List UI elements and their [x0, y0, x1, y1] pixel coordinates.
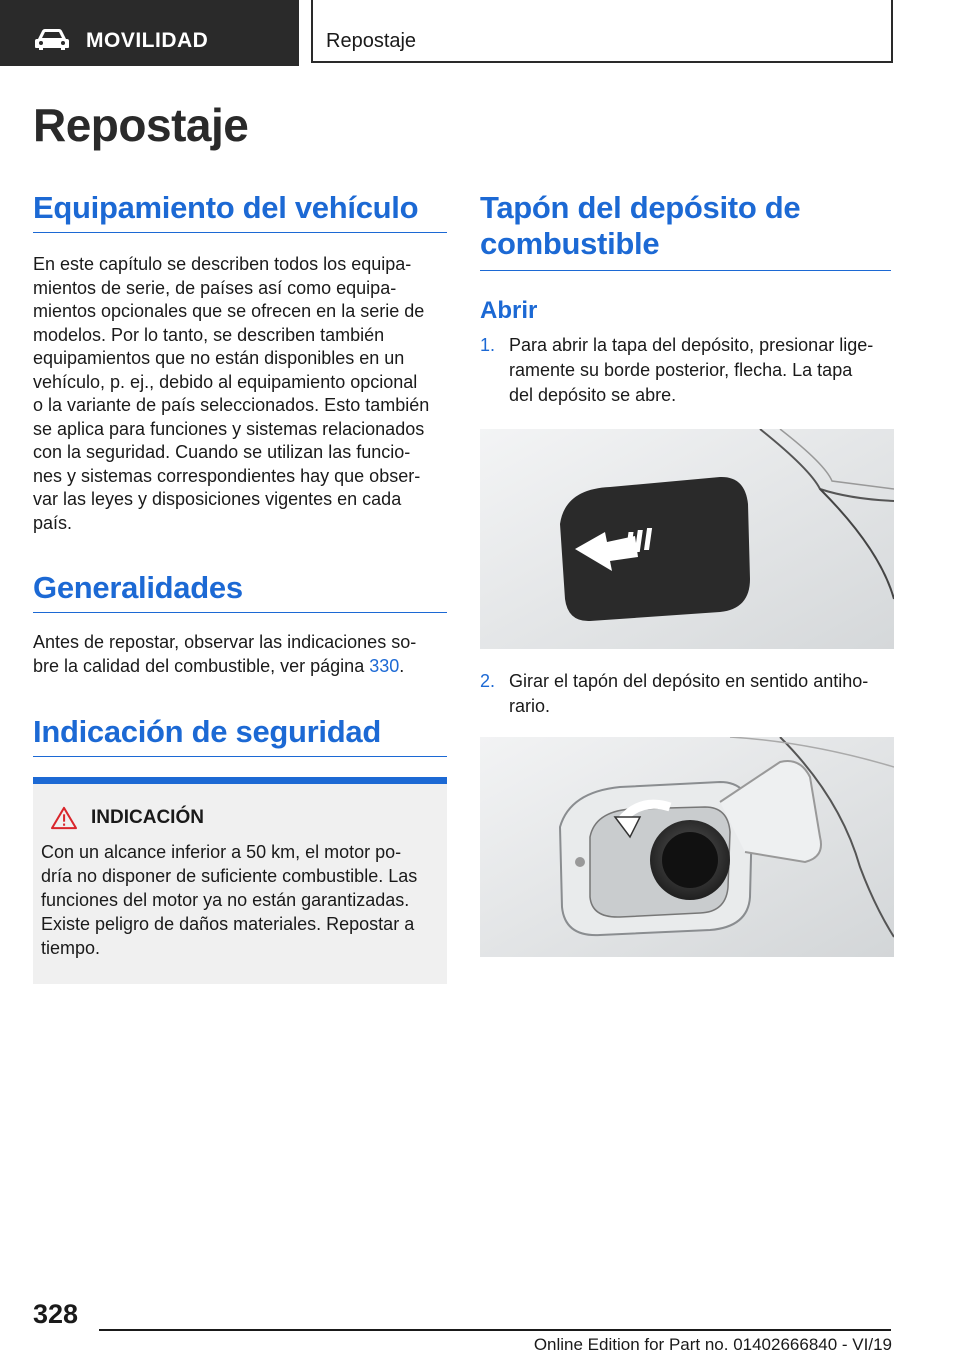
fuel-cap-illustration: [480, 737, 894, 957]
text-line: modelos. Por lo tanto, se describen también: [33, 324, 385, 345]
step-text: [509, 669, 868, 719]
section-label: MOVILIDAD: [86, 29, 209, 52]
breadcrumb-label: Repostaje: [326, 30, 417, 52]
fuel-cap-figure: [480, 737, 894, 957]
heading-line: Tapón del depósito de: [480, 190, 801, 225]
general-heading: Generalidades: [33, 570, 447, 613]
warning-note: [33, 777, 447, 984]
text-line: funciones del motor ya no están garantizadas.: [41, 890, 410, 910]
heading-line: combustible: [480, 226, 660, 261]
warning-triangle-icon: [49, 806, 79, 830]
text-line: bre la calidad del combustible, ver página: [33, 655, 370, 676]
text-line: Antes de repostar, observar las indicaciones so-: [33, 632, 417, 652]
edition-text: Online Edition for Part no. 01402666840 - VI/19: [533, 1335, 892, 1354]
fuel-flap-illustration: [480, 429, 894, 649]
text-line: En este capítulo se describen todos los equipa-: [33, 254, 412, 274]
text-line: Para abrir la tapa del depósito, presionar lige-: [509, 335, 874, 355]
text-line: .: [399, 655, 405, 676]
text-line: con la seguridad. Cuando se utilizan las funcio-: [33, 442, 411, 462]
text-line: dría no disponer de suficiente combustible. Las: [41, 866, 418, 886]
step-1: [480, 333, 891, 408]
step-number: 2.: [480, 671, 496, 691]
warning-label: INDICACIÓN: [91, 807, 204, 828]
text-line: var las leyes y disposiciones vigentes en cada: [33, 489, 402, 509]
text-line: vehículo, p. ej., debido al equipamiento opcional: [33, 371, 418, 392]
text-line: país.: [33, 512, 73, 533]
equipment-heading: Equipamiento del vehículo: [33, 190, 447, 233]
car-icon: [34, 27, 70, 51]
step-text: [509, 333, 873, 408]
page-link[interactable]: 330: [369, 655, 400, 676]
breadcrumb: [311, 0, 893, 63]
text-line: del depósito se abre.: [509, 385, 677, 405]
page-title: Repostaje: [33, 99, 249, 151]
safety-heading: Indicación de seguridad: [33, 714, 447, 757]
text-line: rario.: [509, 696, 551, 716]
text-line: Girar el tapón del depósito en sentido antiho-: [509, 671, 869, 691]
text-line: Con un alcance inferior a 50 km, el motor po-: [41, 842, 402, 862]
footer-divider: [99, 1329, 891, 1331]
open-subheading: Abrir: [480, 297, 538, 324]
text-line: equipamientos que no están disponibles en un: [33, 348, 405, 368]
fuel-cap-heading: [480, 190, 891, 271]
section-tab[interactable]: [0, 0, 299, 66]
fuel-flap-figure: [480, 429, 894, 649]
page-number: 328: [33, 1299, 79, 1329]
warning-text: [41, 840, 439, 960]
text-line: se aplica para funciones y sistemas relacionados: [33, 418, 425, 439]
equipment-text: [33, 253, 447, 535]
text-line: mientos de serie, de países así como equipa-: [33, 277, 397, 298]
warning-header: [41, 806, 439, 830]
text-line: tiempo.: [41, 938, 101, 958]
text-line: o la variante de país seleccionados. Esto también: [33, 395, 430, 415]
left-column: [33, 190, 447, 984]
text-line: Existe peligro de daños materiales. Repostar a: [41, 914, 415, 934]
step-2: [480, 669, 891, 719]
text-line: nes y sistemas correspondientes hay que obser-: [33, 465, 421, 486]
text-line: ramente su borde posterior, flecha. La tapa: [509, 360, 853, 380]
text-line: mientos opcionales que se ofrecen en la serie de: [33, 301, 425, 321]
right-column: [480, 190, 891, 957]
step-number: 1.: [480, 335, 496, 355]
general-text: [33, 631, 447, 678]
